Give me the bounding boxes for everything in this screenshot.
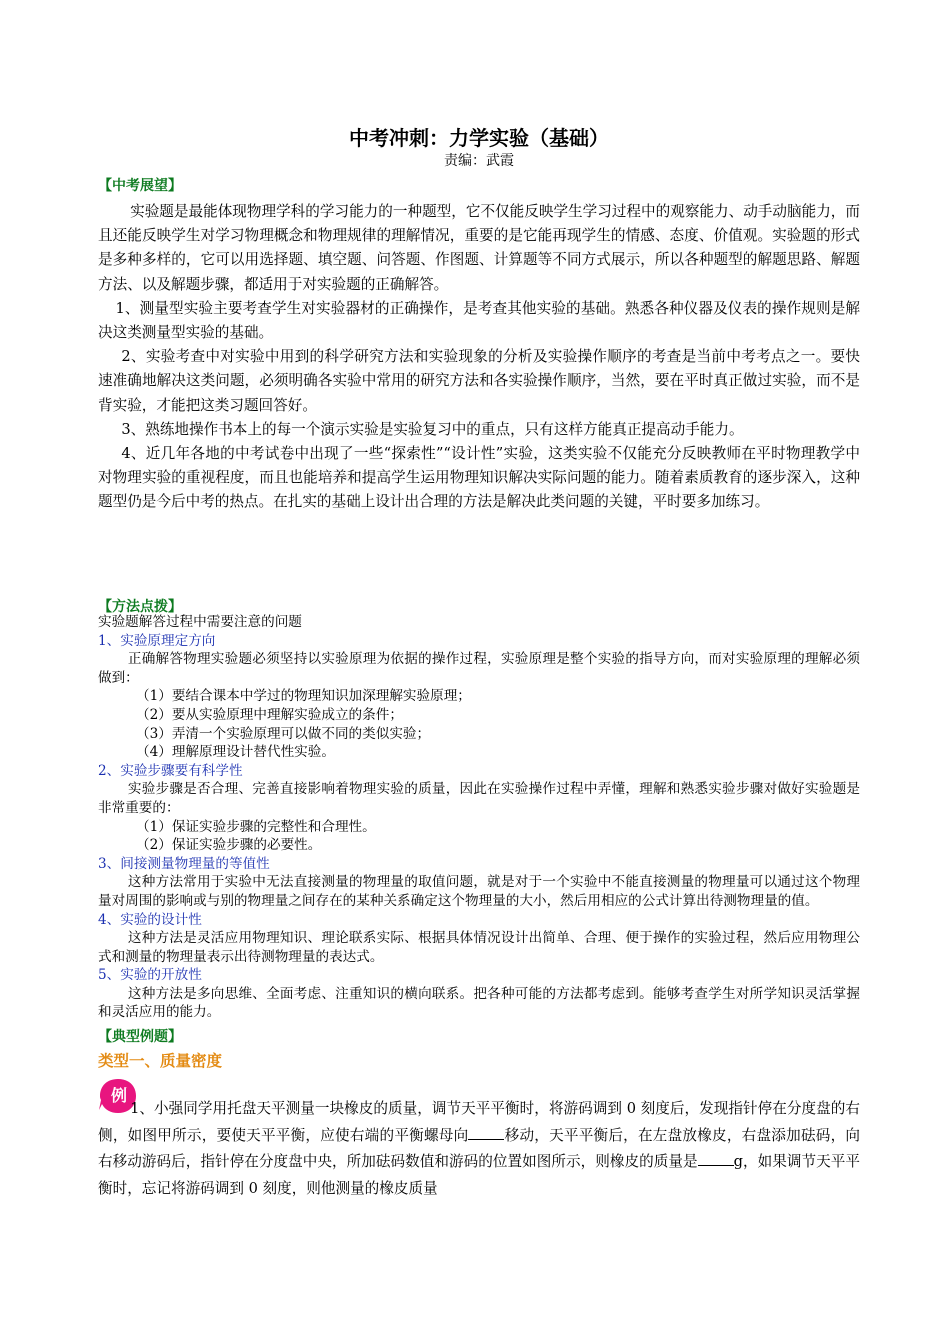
example-1-text-b: 移动，天平平衡后，在左盘放橡皮，右盘添加砝码，向右移动游码后，指针停在分度盘中央，所加砝码数值和游码的位置如图所示，则橡皮的质量是 (98, 1126, 860, 1170)
answer-blank-1 (468, 1125, 504, 1140)
examples-heading: 【典型例题】 (98, 1029, 182, 1045)
example-1-text-a: 1、小强同学用托盘天平测量一块橡皮的质量，调节天平平衡时，将游码调到 0 刻度后，发现指针停在分度盘的右侧，如图甲所示，要使天平平衡，应使右端的平衡螺母向 (98, 1100, 860, 1144)
page-title: 中考冲刺：力学实验（基础） (349, 126, 609, 150)
method-intro: 实验题解答过程中需要注意的问题 (98, 614, 302, 630)
outlook-intro: 实验题是最能体现物理学科的学习能力的一种题型，它不仅能反映学生学习过程中的观察能力、动手动脑能力，而且还能反映学生对学习物理概念和物理规律的理解情况，重要的是它能再现学生的情感、态度、价值观。实验题的形式是多种多样的，它可以用选择题、填空题、问答题、作图题、计算题等不同方式展示，所以各种题型的解题思路、解题方法、以及解题步骤，都适用于对实验题的正确解答。 (98, 203, 860, 293)
method-heading: 【方法点拨】 (98, 599, 182, 615)
example-1-text-c: g，如果调节天平平衡时，忘记将游码调到 0 刻度，则他测量的橡皮质量 (98, 1153, 861, 1197)
outlook-heading: 【中考展望】 (98, 178, 182, 194)
method-s3-title: 3、间接测量物理量的等值性 (98, 855, 270, 872)
method-s5-title: 5、实验的开放性 (98, 967, 202, 984)
method-s1-title: 1、实验原理定方向 (98, 632, 216, 649)
method-s5-text: 这种方法是多向思维、全面考虑、注重知识的横向联系。把各种可能的方法都考虑到。能够考查学生对所学知识灵活掌握和灵活应用的能力。 (98, 985, 860, 1021)
outlook-point-1: 1、测量型实验主要考查学生对实验器材的正确操作，是考查其他实验的基础。熟悉各种仪器及仪表的操作规则是解决这类测量型实验的基础。 (98, 299, 860, 342)
outlook-section (98, 200, 860, 515)
example-badge-label: 例 (110, 1086, 128, 1105)
method-s1-item: （4）理解原理设计替代性实验。 (136, 744, 335, 761)
method-s3-text: 这种方法常用于实验中无法直接测量的物理量的取值问题，就是对于一个实验中不能直接测量的物理量可以通过这个物理量对周围的影响或与别的物理量之间存在的某种关系确定这个物理量的大小，然后用相应的公式计算出待测物理量的值。 (98, 874, 860, 909)
answer-blank-2 (698, 1151, 734, 1166)
outlook-point-4: 4、近几年各地的中考试卷中出现了一些“探索性”“设计性”实验，这类实验不仅能充分反映教师在平时物理教学中对物理实验的重视程度，而且也能培养和提高学生运用物理知识解决实际问题的能力。随着素质教育的逐步深入，这种题型仍是今后中考的热点。在扎实的基础上设计出合理的方法是解决此类问题的关键，平时要多加练习。 (98, 445, 860, 511)
editor-line: 责编：武霞 (444, 153, 514, 169)
method-s4-title: 4、实验的设计性 (98, 911, 202, 928)
outlook-point-2: 2、实验考查中对实验中用到的科学研究方法和实验现象的分析及实验操作顺序的考查是当前中考考点之一。要快速准确地解决这类问题，必须明确各实验中常用的研究方法和各实验操作顺序，当然，要在平时真正做过实验，而不是背实验，才能把这类习题回答好。 (98, 348, 860, 414)
method-section (98, 613, 860, 1022)
method-s1-item: （2）要从实验原理中理解实验成立的条件； (136, 706, 403, 723)
method-s2-item: （2）保证实验步骤的必要性。 (136, 837, 322, 854)
outlook-point-3: 3、熟练地操作书本上的每一个演示实验是实验复习中的重点，只有这样方能真正提高动手能力。 (121, 420, 744, 438)
method-s2-text: 实验步骤是否合理、完善直接影响着物理实验的质量，因此在实验操作过程中弄懂，理解和熟悉实验步骤对做好实验题是非常重要的： (98, 781, 860, 816)
method-s4-text: 这种方法是灵活应用物理知识、理论联系实际、根据具体情况设计出简单、合理、便于操作的实验过程，然后应用物理公式和测量的物理量表示出待测物理量的表达式。 (98, 930, 860, 965)
example-1 (98, 1096, 860, 1202)
method-s2-title: 2、实验步骤要有科学性 (98, 762, 243, 779)
method-s1-item: （3）弄清一个实验原理可以做不同的类似实验； (136, 725, 431, 742)
method-s2-item: （1）保证实验步骤的完整性和合理性。 (136, 818, 376, 835)
type-1-heading: 类型一、质量密度 (98, 1052, 223, 1070)
method-s1-item: （1）要结合课本中学过的物理知识加深理解实验原理； (136, 688, 471, 705)
method-s1-text: 正确解答物理实验题必须坚持以实验原理为依据的操作过程，实验原理是整个实验的指导方向，而对实验原理的理解必须做到： (98, 651, 860, 686)
